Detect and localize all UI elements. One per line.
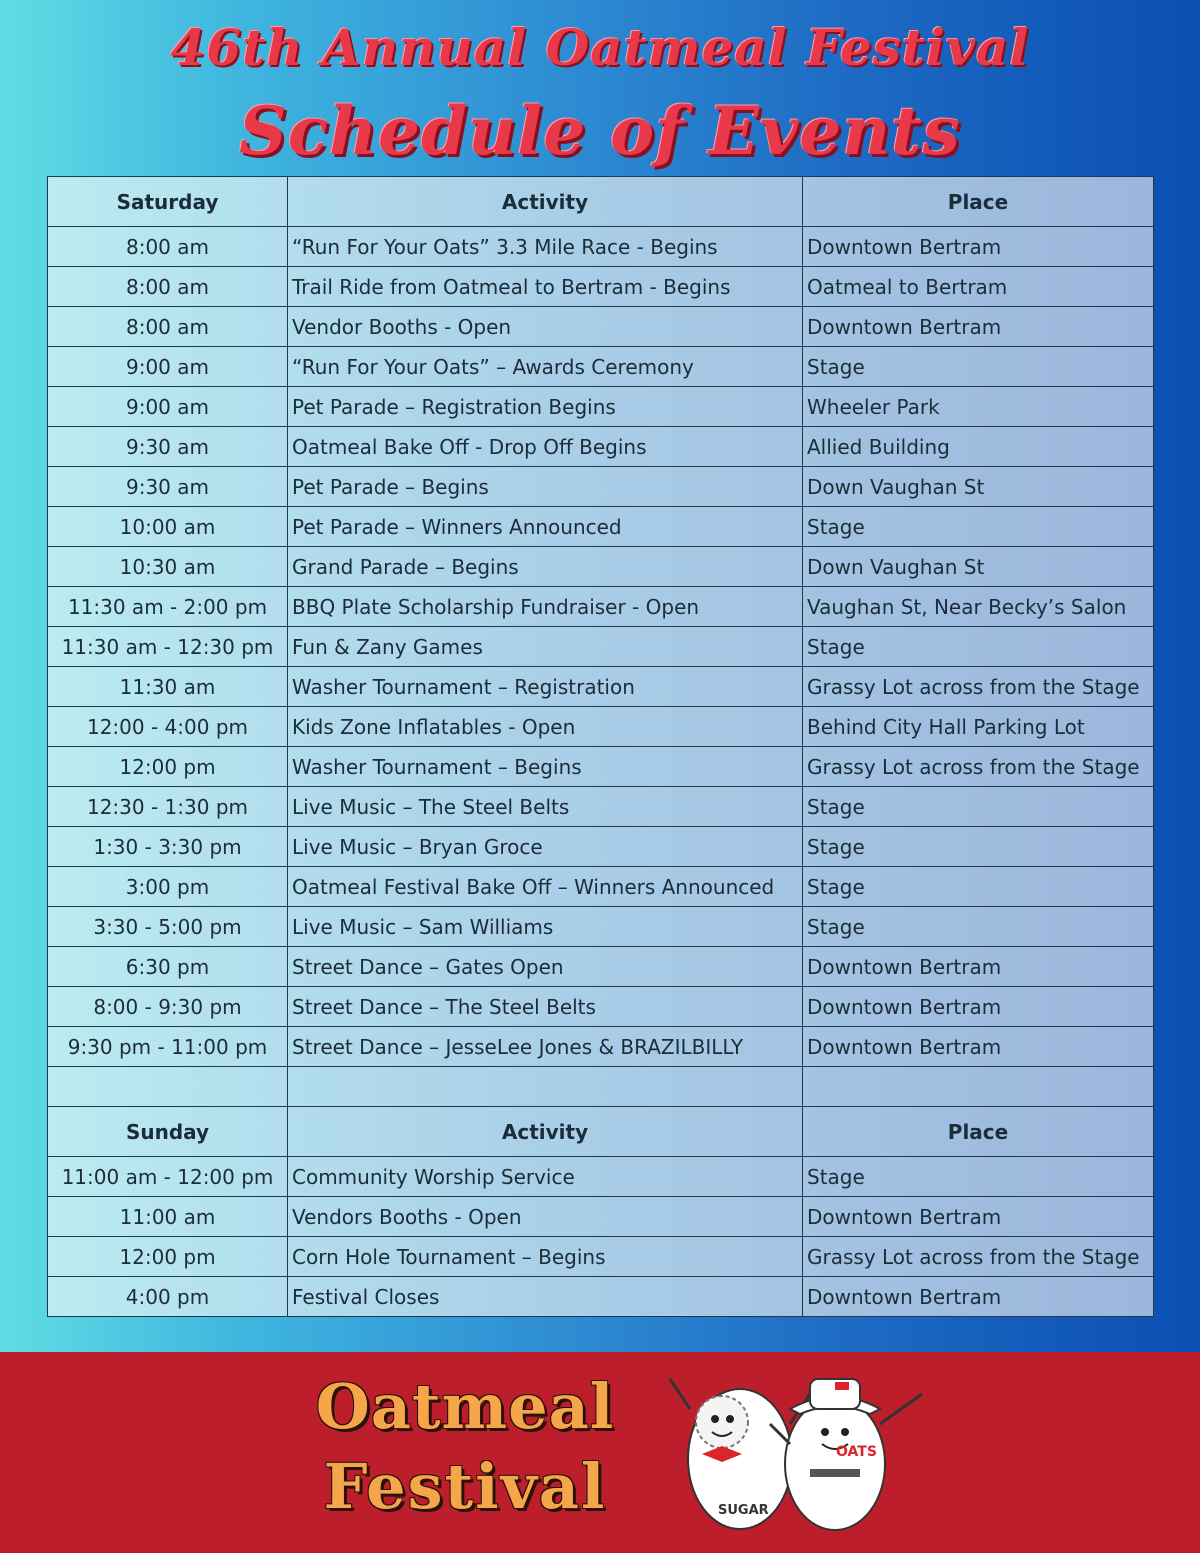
table-row [48, 987, 1154, 1027]
saturday-header-cell: Activity [288, 177, 803, 227]
saturday-header-cell: Saturday [48, 177, 288, 227]
activity-cell: Live Music – Sam Williams [288, 907, 803, 947]
table-row [48, 307, 1154, 347]
time-cell: 9:30 am [48, 427, 288, 467]
sunday-header-row [48, 1107, 1154, 1157]
time-cell: 12:00 - 4:00 pm [48, 707, 288, 747]
activity-cell: Washer Tournament – Registration [288, 667, 803, 707]
table-row [48, 627, 1154, 667]
schedule-body [48, 177, 1154, 1317]
time-cell: 10:00 am [48, 507, 288, 547]
time-cell: 9:00 am [48, 387, 288, 427]
table-row [48, 347, 1154, 387]
place-cell: Downtown Bertram [803, 1197, 1154, 1237]
sunday-header-cell: Sunday [48, 1107, 288, 1157]
activity-cell: “Run For Your Oats” 3.3 Mile Race - Begins [288, 227, 803, 267]
activity-cell: Live Music – The Steel Belts [288, 787, 803, 827]
time-cell: 6:30 pm [48, 947, 288, 987]
activity-cell: Corn Hole Tournament – Begins [288, 1237, 803, 1277]
place-cell: Grassy Lot across from the Stage [803, 747, 1154, 787]
place-cell: Stage [803, 1157, 1154, 1197]
page-subtitle: Schedule of Events [239, 92, 961, 170]
time-cell: 3:00 pm [48, 867, 288, 907]
place-cell: Down Vaughan St [803, 547, 1154, 587]
table-row [48, 467, 1154, 507]
activity-cell: Fun & Zany Games [288, 627, 803, 667]
time-cell: 11:00 am [48, 1197, 288, 1237]
place-cell: Downtown Bertram [803, 987, 1154, 1027]
activity-cell: Street Dance – The Steel Belts [288, 987, 803, 1027]
activity-cell: Pet Parade – Winners Announced [288, 507, 803, 547]
activity-cell: Festival Closes [288, 1277, 803, 1317]
table-row [48, 387, 1154, 427]
activity-cell: Grand Parade – Begins [288, 547, 803, 587]
table-row [48, 787, 1154, 827]
place-cell: Stage [803, 787, 1154, 827]
time-cell: 12:30 - 1:30 pm [48, 787, 288, 827]
table-row [48, 267, 1154, 307]
table-row [48, 1237, 1154, 1277]
table-row [48, 667, 1154, 707]
activity-cell: Street Dance – Gates Open [288, 947, 803, 987]
place-cell: Downtown Bertram [803, 307, 1154, 347]
oats-mascot-icon [770, 1379, 922, 1530]
activity-cell: Pet Parade – Begins [288, 467, 803, 507]
time-cell: 11:30 am - 12:30 pm [48, 627, 288, 667]
place-cell: Allied Building [803, 427, 1154, 467]
place-cell: Stage [803, 627, 1154, 667]
time-cell: 8:00 - 9:30 pm [48, 987, 288, 1027]
schedule-table [47, 176, 1154, 1317]
table-row [48, 587, 1154, 627]
time-cell: 8:00 am [48, 267, 288, 307]
logo-line1: Oatmeal [315, 1370, 615, 1443]
place-cell: Grassy Lot across from the Stage [803, 1237, 1154, 1277]
place-cell: Stage [803, 867, 1154, 907]
activity-cell: Street Dance – JesseLee Jones & BRAZILBILLY [288, 1027, 803, 1067]
time-cell: 8:00 am [48, 307, 288, 347]
place-cell: Downtown Bertram [803, 227, 1154, 267]
sugar-label: SUGAR [718, 1503, 769, 1518]
table-row [48, 547, 1154, 587]
table-row [48, 1277, 1154, 1317]
time-cell: 11:30 am - 2:00 pm [48, 587, 288, 627]
activity-cell: Trail Ride from Oatmeal to Bertram - Begins [288, 267, 803, 307]
table-row [48, 507, 1154, 547]
place-cell: Downtown Bertram [803, 947, 1154, 987]
sunday-header-cell: Activity [288, 1107, 803, 1157]
activity-cell: Community Worship Service [288, 1157, 803, 1197]
activity-cell: Oatmeal Festival Bake Off – Winners Announced [288, 867, 803, 907]
table-row [48, 1027, 1154, 1067]
festival-logo [300, 1370, 630, 1540]
time-cell: 9:30 pm - 11:00 pm [48, 1027, 288, 1067]
activity-cell: “Run For Your Oats” – Awards Ceremony [288, 347, 803, 387]
table-row [48, 1157, 1154, 1197]
spacer-row [48, 1067, 1154, 1107]
table-row [48, 427, 1154, 467]
page-title: 46th Annual Oatmeal Festival [170, 18, 1030, 77]
time-cell: 12:00 pm [48, 1237, 288, 1277]
place-cell: Downtown Bertram [803, 1277, 1154, 1317]
place-cell: Stage [803, 347, 1154, 387]
place-cell: Stage [803, 907, 1154, 947]
time-cell: 9:00 am [48, 347, 288, 387]
time-cell: 10:30 am [48, 547, 288, 587]
saturday-header-row [48, 177, 1154, 227]
table-row [48, 867, 1154, 907]
time-cell: 9:30 am [48, 467, 288, 507]
place-cell: Downtown Bertram [803, 1027, 1154, 1067]
place-cell: Vaughan St, Near Becky’s Salon [803, 587, 1154, 627]
place-cell: Behind City Hall Parking Lot [803, 707, 1154, 747]
place-cell: Stage [803, 507, 1154, 547]
time-cell: 1:30 - 3:30 pm [48, 827, 288, 867]
activity-cell: Kids Zone Inflatables - Open [288, 707, 803, 747]
table-row [48, 907, 1154, 947]
activity-cell: Live Music – Bryan Groce [288, 827, 803, 867]
activity-cell: BBQ Plate Scholarship Fundraiser - Open [288, 587, 803, 627]
time-cell: 4:00 pm [48, 1277, 288, 1317]
table-row [48, 227, 1154, 267]
place-cell: Stage [803, 827, 1154, 867]
place-cell: Oatmeal to Bertram [803, 267, 1154, 307]
activity-cell: Pet Parade – Registration Begins [288, 387, 803, 427]
activity-cell: Washer Tournament – Begins [288, 747, 803, 787]
empty-cell [288, 1067, 803, 1107]
table-row [48, 947, 1154, 987]
place-cell: Wheeler Park [803, 387, 1154, 427]
oats-label: OATS [836, 1444, 877, 1460]
empty-cell [803, 1067, 1154, 1107]
sunday-header-cell: Place [803, 1107, 1154, 1157]
empty-cell [48, 1067, 288, 1107]
place-cell: Down Vaughan St [803, 467, 1154, 507]
table-row [48, 707, 1154, 747]
time-cell: 11:30 am [48, 667, 288, 707]
table-row [48, 747, 1154, 787]
activity-cell: Oatmeal Bake Off - Drop Off Begins [288, 427, 803, 467]
saturday-header-cell: Place [803, 177, 1154, 227]
time-cell: 3:30 - 5:00 pm [48, 907, 288, 947]
activity-cell: Vendor Booths - Open [288, 307, 803, 347]
time-cell: 12:00 pm [48, 747, 288, 787]
table-row [48, 1197, 1154, 1237]
logo-line2: Festival [323, 1450, 607, 1523]
time-cell: 11:00 am - 12:00 pm [48, 1157, 288, 1197]
mascot-illustration [660, 1364, 940, 1544]
time-cell: 8:00 am [48, 227, 288, 267]
table-row [48, 827, 1154, 867]
activity-cell: Vendors Booths - Open [288, 1197, 803, 1237]
place-cell: Grassy Lot across from the Stage [803, 667, 1154, 707]
